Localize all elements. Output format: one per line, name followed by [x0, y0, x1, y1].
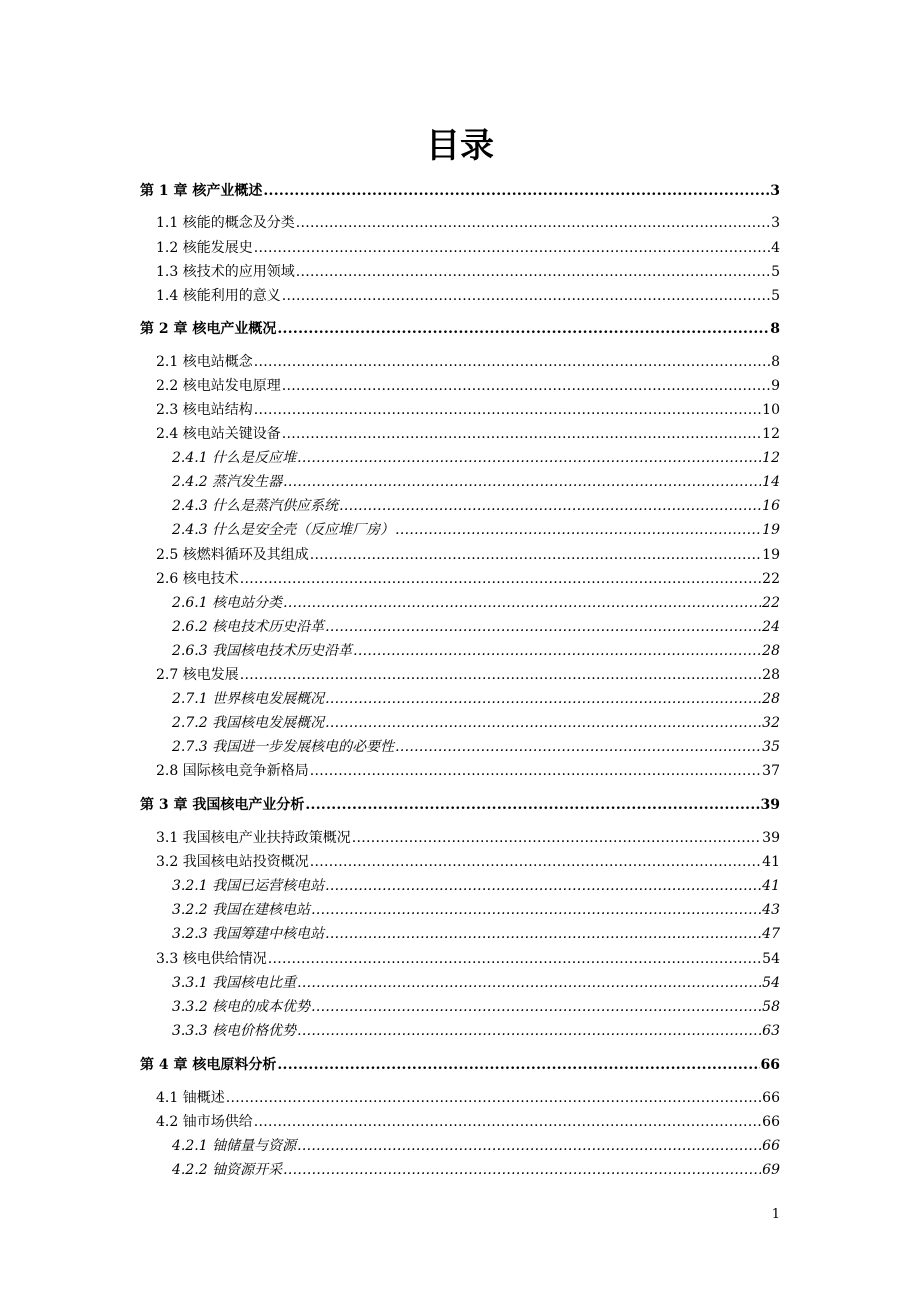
toc-entry-page: 66: [762, 1114, 780, 1130]
toc-dot-leader: [277, 318, 769, 340]
toc-dot-leader: [310, 544, 761, 566]
toc-entry-title: 2.4.1 什么是反应堆: [172, 450, 297, 466]
toc-entry-page: 66: [762, 1138, 780, 1154]
toc-entry-title: 2.3 核电站结构: [156, 402, 253, 418]
toc-entry-title: 第 3 章 我国核电产业分析: [140, 797, 305, 813]
toc-entry[interactable]: [172, 519, 780, 541]
toc-entry-page: 39: [760, 797, 780, 813]
toc-entry[interactable]: [156, 423, 780, 445]
page-number: 1: [771, 1207, 780, 1222]
toc-entry-title: 2.4.3 什么是蒸汽供应系统: [172, 498, 339, 514]
toc-entry-page: 35: [762, 739, 780, 755]
toc-dot-leader: [254, 1111, 761, 1133]
toc-entry[interactable]: [156, 664, 780, 686]
toc-entry-page: 22: [762, 571, 780, 587]
toc-entry[interactable]: [172, 899, 780, 921]
toc-entry-page: 28: [762, 643, 780, 659]
toc-entry-title: 3.3.1 我国核电比重: [172, 975, 297, 991]
toc-dot-leader: [310, 760, 761, 782]
toc-entry-page: 12: [762, 450, 780, 466]
toc-entry-page: 66: [760, 1057, 780, 1073]
toc-entry-title: 3.1 我国核电产业扶持政策概况: [156, 830, 351, 846]
toc-entry-page: 5: [771, 264, 780, 280]
toc-entry-page: 58: [762, 999, 780, 1015]
toc-entry-page: 19: [762, 522, 780, 538]
toc-entry[interactable]: [156, 285, 780, 307]
toc-entry-title: 2.7.1 世界核电发展概况: [172, 691, 325, 707]
toc-entry-page: 54: [762, 975, 780, 991]
toc-entry[interactable]: [172, 1159, 780, 1181]
toc-entry[interactable]: [156, 351, 780, 373]
toc-dot-leader: [325, 616, 761, 638]
toc-entry-page: 41: [762, 854, 780, 870]
toc-dot-leader: [282, 375, 770, 397]
toc-entry-title: 2.1 核电站概念: [156, 354, 253, 370]
toc-entry[interactable]: [156, 948, 780, 970]
toc-entry-title: 4.2.1 铀储量与资源: [172, 1138, 297, 1154]
toc-dot-leader: [305, 794, 759, 816]
toc-entry-page: 12: [762, 426, 780, 442]
toc-entry[interactable]: [172, 736, 780, 758]
toc-entry-title: 4.2.2 铀资源开采: [172, 1162, 283, 1178]
toc-dot-leader: [311, 996, 761, 1018]
toc-entry-title: 2.4.2 蒸汽发生器: [172, 474, 283, 490]
toc-entry[interactable]: [140, 180, 780, 202]
toc-entry[interactable]: [156, 760, 780, 782]
toc-dot-leader: [325, 923, 761, 945]
toc-entry-page: 41: [762, 878, 780, 894]
toc-entry-title: 2.7.3 我国进一步发展核电的必要性: [172, 739, 395, 755]
toc-entry-page: 8: [770, 321, 780, 337]
toc-entry[interactable]: [172, 972, 780, 994]
toc-entry-page: 4: [771, 240, 780, 256]
toc-entry-page: 39: [762, 830, 780, 846]
toc-entry-page: 54: [762, 951, 780, 967]
toc-entry-title: 1.4 核能利用的意义: [156, 288, 281, 304]
toc-entry-title: 4.1 铀概述: [156, 1090, 225, 1106]
toc-entry[interactable]: [156, 261, 780, 283]
toc-entry-title: 1.3 核技术的应用领域: [156, 264, 295, 280]
toc-dot-leader: [282, 285, 770, 307]
toc-entry-title: 第 1 章 核产业概述: [140, 183, 263, 199]
toc-dot-leader: [283, 1159, 761, 1181]
toc-dot-leader: [277, 1054, 759, 1076]
toc-entry-page: 66: [762, 1090, 780, 1106]
toc-dot-leader: [283, 592, 761, 614]
toc-dot-leader: [282, 423, 761, 445]
toc-entry-title: 2.6.2 核电技术历史沿革: [172, 619, 325, 635]
toc-entry[interactable]: [156, 399, 780, 421]
toc-entry-page: 69: [762, 1162, 780, 1178]
toc-dot-leader: [395, 519, 761, 541]
toc-entry[interactable]: [172, 471, 780, 493]
toc-dot-leader: [254, 399, 761, 421]
toc-entry-page: 8: [771, 354, 780, 370]
toc-entry[interactable]: [156, 851, 780, 873]
toc-entry-page: 19: [762, 547, 780, 563]
toc-entry-title: 3.3.3 核电价格优势: [172, 1023, 297, 1039]
toc-entry-title: 3.3 核电供给情况: [156, 951, 267, 967]
toc-entry[interactable]: [172, 688, 780, 710]
toc-entry[interactable]: [172, 1135, 780, 1157]
toc-entry[interactable]: [156, 827, 780, 849]
toc-entry-title: 2.7.2 我国核电发展概况: [172, 715, 325, 731]
toc-dot-leader: [353, 640, 761, 662]
toc-dot-leader: [226, 1087, 761, 1109]
toc-entry-title: 2.6 核电技术: [156, 571, 239, 587]
toc-entry-page: 43: [762, 902, 780, 918]
toc-dot-leader: [296, 261, 770, 283]
toc-entry-title: 2.2 核电站发电原理: [156, 378, 281, 394]
toc-dot-leader: [325, 688, 761, 710]
toc-entry-page: 63: [762, 1023, 780, 1039]
toc-entry-title: 2.5 核燃料循环及其组成: [156, 547, 309, 563]
toc-entry-title: 3.3.2 核电的成本优势: [172, 999, 311, 1015]
toc-entry-page: 16: [762, 498, 780, 514]
toc-dot-leader: [240, 568, 761, 590]
toc-entry-page: 14: [762, 474, 780, 490]
toc-entry-title: 第 2 章 核电产业概况: [140, 321, 277, 337]
toc-entry-title: 3.2.2 我国在建核电站: [172, 902, 311, 918]
toc-entry-title: 2.6.1 核电站分类: [172, 595, 283, 611]
toc-entry[interactable]: [156, 568, 780, 590]
toc-entry[interactable]: [172, 592, 780, 614]
toc-entry-title: 2.4 核电站关键设备: [156, 426, 281, 442]
toc-dot-leader: [325, 712, 761, 734]
toc-entry-title: 4.2 铀市场供给: [156, 1114, 253, 1130]
toc-entry-title: 2.4.3 什么是安全壳（反应堆厂房）: [172, 522, 395, 538]
toc-dot-leader: [297, 1020, 761, 1042]
toc-dot-leader: [268, 948, 761, 970]
toc-dot-leader: [240, 664, 761, 686]
toc-entry[interactable]: [156, 1087, 780, 1109]
toc-entry-title: 1.1 核能的概念及分类: [156, 215, 295, 231]
toc-dot-leader: [325, 875, 761, 897]
toc-entry-title: 1.2 核能发展史: [156, 240, 253, 256]
toc-entry-page: 32: [762, 715, 780, 731]
toc-dot-leader: [395, 736, 761, 758]
toc-dot-leader: [297, 1135, 761, 1157]
toc-entry-page: 3: [770, 183, 780, 199]
toc-dot-leader: [352, 827, 761, 849]
toc-entry-page: 22: [762, 595, 780, 611]
toc-entry[interactable]: [172, 712, 780, 734]
toc-entry-page: 10: [762, 402, 780, 418]
toc-entry-page: 5: [771, 288, 780, 304]
toc-dot-leader: [254, 351, 770, 373]
toc-entry-title: 第 4 章 核电原料分析: [140, 1057, 277, 1073]
toc-entry-title: 2.8 国际核电竞争新格局: [156, 763, 309, 779]
toc-entry[interactable]: [172, 616, 780, 638]
toc-dot-leader: [263, 180, 769, 202]
toc-dot-leader: [283, 471, 761, 493]
toc-entry-page: 37: [762, 763, 780, 779]
toc-entry-title: 3.2 我国核电站投资概况: [156, 854, 309, 870]
toc-entry-title: 3.2.1 我国已运营核电站: [172, 878, 325, 894]
toc-entry[interactable]: [140, 1054, 780, 1076]
toc-entry-page: 28: [762, 691, 780, 707]
toc-entry-title: 3.2.3 我国筹建中核电站: [172, 926, 325, 942]
toc-entry[interactable]: [140, 794, 780, 816]
toc-entry-page: 47: [762, 926, 780, 942]
toc-entry-title: 2.7 核电发展: [156, 667, 239, 683]
toc-dot-leader: [296, 212, 770, 234]
toc-entry[interactable]: [140, 318, 780, 340]
toc-dot-leader: [311, 899, 761, 921]
toc-entry-title: 2.6.3 我国核电技术历史沿革: [172, 643, 353, 659]
toc-entry-page: 24: [762, 619, 780, 635]
toc-entry[interactable]: [172, 875, 780, 897]
toc-entry[interactable]: [172, 640, 780, 662]
toc-entry[interactable]: [172, 1020, 780, 1042]
page-title: 目录: [426, 126, 494, 166]
toc-entry-page: 28: [762, 667, 780, 683]
toc-dot-leader: [297, 447, 761, 469]
toc-entry[interactable]: [156, 544, 780, 566]
toc-entry[interactable]: [156, 212, 780, 234]
toc-entry[interactable]: [172, 923, 780, 945]
toc-entry[interactable]: [172, 447, 780, 469]
toc-dot-leader: [310, 851, 761, 873]
toc-entry[interactable]: [156, 237, 780, 259]
toc-entry-page: 9: [771, 378, 780, 394]
toc-entry[interactable]: [172, 996, 780, 1018]
toc-dot-leader: [339, 495, 761, 517]
toc-dot-leader: [254, 237, 770, 259]
toc-entry[interactable]: [156, 1111, 780, 1133]
toc-entry-page: 3: [771, 215, 780, 231]
toc-entry[interactable]: [156, 375, 780, 397]
toc-dot-leader: [297, 972, 761, 994]
toc-entry[interactable]: [172, 495, 780, 517]
